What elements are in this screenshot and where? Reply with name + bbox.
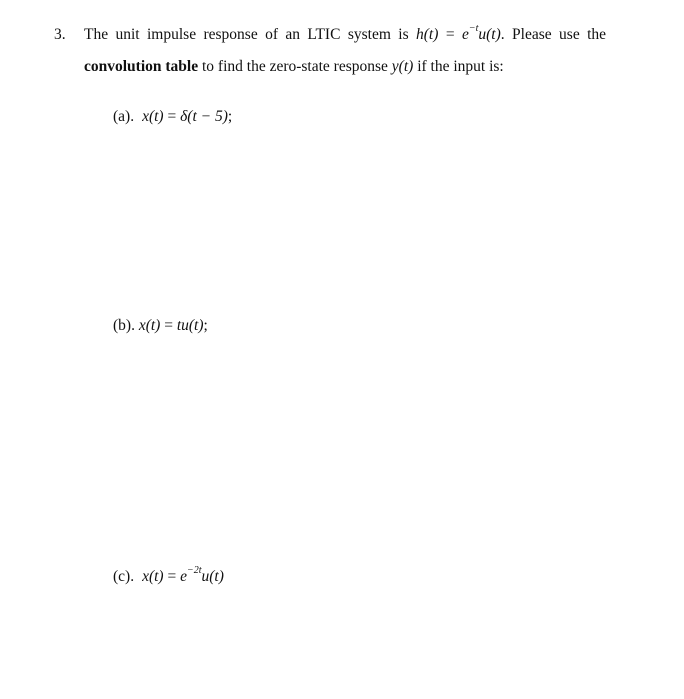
h-exponent: −t (468, 22, 479, 34)
part-label: (b). (113, 317, 135, 334)
input-equation (142, 564, 224, 585)
part-label: (c). (113, 568, 135, 585)
x-lhs: x(t) (142, 108, 164, 125)
part-b (113, 316, 208, 336)
x-lhs: x(t) (138, 317, 161, 334)
equals-sign: = (167, 108, 177, 125)
intro-text: The unit impulse response of an LTIC system is (84, 26, 409, 43)
x-base: e (180, 568, 187, 585)
terminator: ; (227, 108, 233, 125)
part-label: (a). (113, 108, 135, 125)
x-lhs: x(t) (142, 568, 164, 585)
closing-text: if the input is: (417, 58, 504, 75)
input-equation (139, 317, 204, 334)
h-base: e (461, 26, 469, 43)
impulse-response-equation (416, 22, 501, 43)
part-a (113, 107, 232, 127)
input-equation (142, 108, 228, 125)
terminator: ; (203, 317, 208, 334)
x-rhs: tu(t) (176, 317, 204, 334)
h-lhs: h(t) (416, 26, 439, 43)
x-rhs: δ(t − 5) (180, 108, 228, 125)
x-tail: u(t) (201, 568, 224, 585)
continuation-text: . Please use the (500, 26, 607, 43)
y-symbol: y(t) (391, 58, 414, 75)
problem-number: 3. (54, 26, 66, 43)
problem-line-1 (84, 22, 607, 45)
convolution-table-phrase: convolution table (84, 58, 199, 75)
part-c (113, 564, 224, 587)
equals-sign: = (445, 26, 455, 43)
instruction-text: to find the zero-state response (201, 58, 388, 75)
x-exponent: −2t (186, 564, 202, 576)
h-tail: u(t) (478, 26, 501, 43)
equals-sign: = (167, 568, 177, 585)
equals-sign: = (164, 317, 173, 334)
problem-line-2 (84, 57, 504, 77)
